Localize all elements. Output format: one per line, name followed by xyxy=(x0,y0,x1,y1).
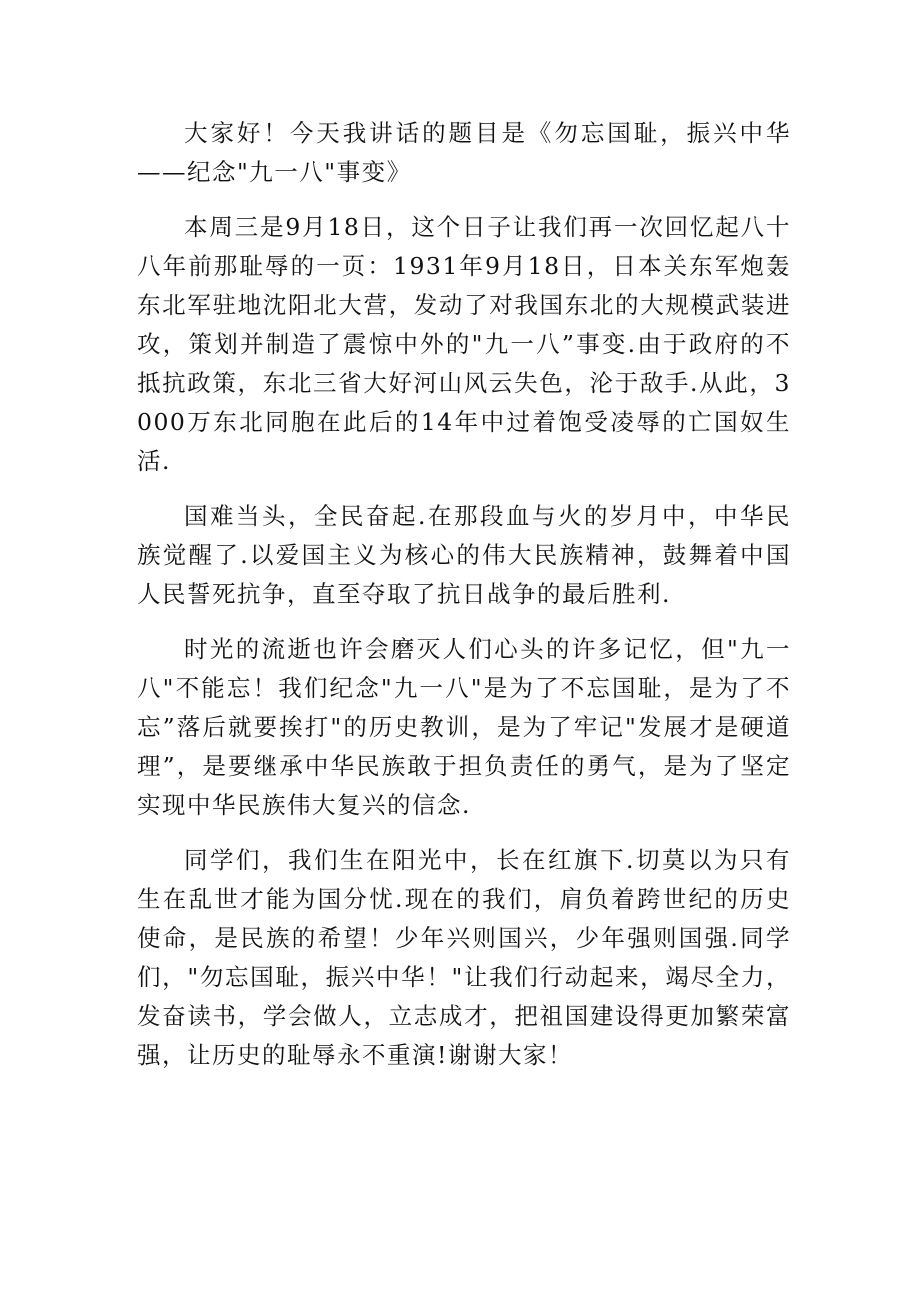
paragraph-greeting-title: 大家好！今天我讲话的题目是《勿忘国耻，振兴中华——纪念"九一八"事变》 xyxy=(137,119,791,186)
paragraph-history: 本周三是9月18日，这个日子让我们再一次回忆起八十八年前那耻辱的一页：1931年9月18日，日本关东军炮轰东北军驻地沈阳北大营，发动了对我国东北的大规模武装进攻，策划并制造了震惊中外的"九一八”事变.由于政府的不抵抗政策，东北三省大好河山风云失色，沦于敌手.从此，3000万东北同胞在此后的14年中过着饱受凌辱的亡国奴生活. xyxy=(137,213,791,475)
paragraph-national-crisis: 国难当头，全民奋起.在那段血与火的岁月中，中华民族觉醒了.以爱国主义为核心的伟大民族精神，鼓舞着中国人民誓死抗争，直至夺取了抗日战争的最后胜利. xyxy=(137,502,791,608)
speech-text xyxy=(137,114,791,1091)
paragraph-call-to-action: 同学们，我们生在阳光中，长在红旗下.切莫以为只有生在乱世才能为国分忧.现在的我们，肩负着跨世纪的历史使命，是民族的希望！少年兴则国兴，少年强则国强.同学们，"勿忘国耻，振兴中华！"让我们行动起来，竭尽全力，发奋读书，学会做人，立志成才，把祖国建设得更加繁荣富强，让历史的耻辱永不重演!谢谢大家！ xyxy=(137,846,791,1069)
paragraph-remembrance: 时光的流逝也许会磨灭人们心头的许多记忆，但"九一八"不能忘！我们纪念"九一八"是为了不忘国耻，是为了不忘”落后就要挨打"的历史教训，是为了牢记"发展才是硬道理”，是要继承中华民族敢于担负责任的勇气，是为了坚定实现中华民族伟大复兴的信念. xyxy=(137,635,791,819)
